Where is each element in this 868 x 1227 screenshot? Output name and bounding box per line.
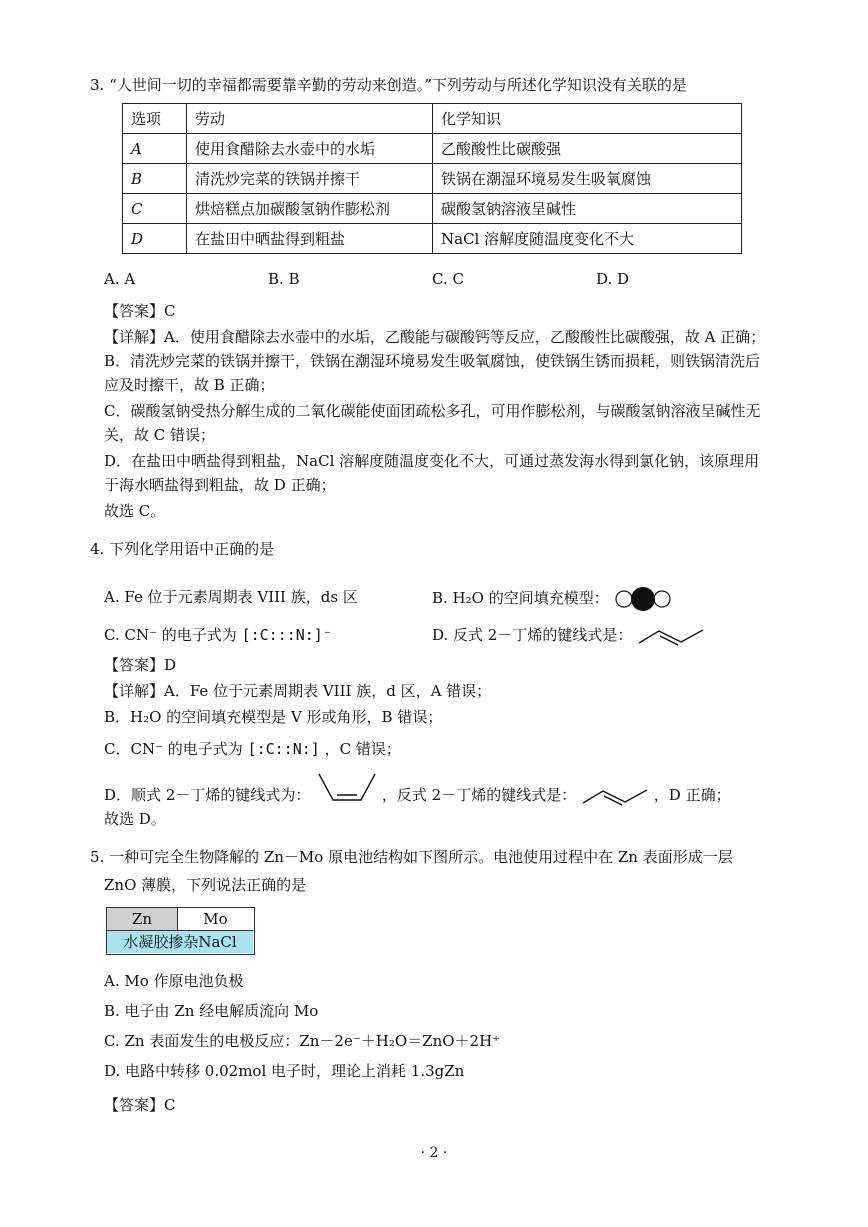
hydrogel-electrolyte: 水凝胶掺杂NaCl [107, 931, 253, 953]
table-header: 化学知识 [433, 104, 742, 134]
q4-conclusion: 故选 D。 [104, 810, 166, 828]
q4-explain-d-text: D．顺式 2－丁烯的键线式为： [104, 786, 311, 804]
q5-option-b[interactable]: B. 电子由 Zn 经电解质流向 Mo [104, 1002, 319, 1020]
water-spacefill-model-icon [614, 586, 672, 612]
page-number: · 2 · [420, 1145, 448, 1161]
q5-option-d[interactable]: D. 电路中转移 0.02mol 电子时，理论上消耗 1.3gZn [104, 1062, 465, 1080]
q4-answer: 【答案】D [104, 656, 177, 674]
q5-option-c[interactable]: C. Zn 表面发生的电极反应：Zn－2e⁻＋H₂O＝ZnO＋2H⁺ [104, 1032, 501, 1050]
q4-option-c-label: C. CN⁻ 的电子式为 [104, 626, 237, 644]
q5-stem-cont: ZnO 薄膜，下列说法正确的是 [104, 876, 307, 894]
table-header: 选项 [123, 104, 187, 134]
q4-explain-d-mid: ，反式 2－丁烯的键线式是： [381, 786, 577, 804]
q4-stem: 4. 下列化学用语中正确的是 [90, 540, 275, 558]
q4-explain-c-post: ，C 错误； [324, 740, 401, 758]
table-cell: 烘焙糕点加碳酸氢钠作膨松剂 [187, 194, 433, 224]
trans-2-butene-skeletal-icon [637, 625, 705, 647]
q3-explain-line: 【详解】A．使用食醋除去水壶中的水垢，乙酸能与碳酸钙等反应，乙酸酸性比碳酸强，故 A 正确； [104, 328, 766, 346]
table-cell: NaCl 溶解度随温度变化不大 [433, 224, 742, 254]
table-cell: 清洗炒完菜的铁锅并擦干 [187, 164, 433, 194]
q3-explain-line: B．清洗炒完菜的铁锅并擦干，铁锅在潮湿环境易发生吸氧腐蚀，使铁锅生锈而损耗，则铁锅清洗后 [104, 352, 761, 370]
table-row [123, 134, 742, 164]
mo-electrode: Mo [178, 908, 253, 930]
q5-answer: 【答案】C [104, 1096, 176, 1114]
q3-explain-line: C．碳酸氢钠受热分解生成的二氧化碳能使面团疏松多孔，可用作膨松剂，与碳酸氢钠溶液呈碱性无 [104, 402, 761, 420]
q4-option-d[interactable] [432, 624, 705, 647]
q4-explain-line [104, 784, 731, 807]
q3-stem: 3. “人世间一切的幸福都需要靠辛勤的劳动来创造。”下列劳动与所述化学知识没有关联的是 [90, 76, 687, 94]
electrode-divider [177, 908, 178, 930]
q3-table [122, 103, 742, 254]
table-row [123, 194, 742, 224]
electrolyte-divider [107, 930, 253, 931]
table-header-row [123, 104, 742, 134]
q4-option-c[interactable] [104, 624, 332, 646]
table-header: 劳动 [187, 104, 433, 134]
table-cell: B [123, 164, 187, 194]
q3-option-c[interactable]: C. C [432, 270, 464, 288]
q5-stem: 5. 一种可完全生物降解的 Zn－Mo 原电池结构如下图所示。电池使用过程中在 Zn 表面形成一层 [90, 848, 733, 866]
q4-explain-line: 【详解】A．Fe 位于元素周期表 VIII 族，d 区，A 错误； [104, 682, 492, 700]
q4-explain-line: B．H₂O 的空间填充模型是 V 形或角形，B 错误； [104, 708, 443, 726]
zn-electrode: Zn [107, 908, 177, 930]
table-cell: C [123, 194, 187, 224]
q4-option-b-label: B. H₂O 的空间填充模型： [432, 589, 609, 607]
q3-explain-line: 故选 C。 [104, 502, 166, 520]
q4-explain-line [104, 738, 401, 760]
table-cell: D [123, 224, 187, 254]
q4-option-a[interactable]: A. Fe 位于元素周期表 VIII 族，ds 区 [104, 588, 358, 606]
q3-option-a[interactable]: A. A [104, 270, 136, 288]
table-cell: 使用食醋除去水壶中的水垢 [187, 134, 433, 164]
table-cell: A [123, 134, 187, 164]
q4-option-d-label: D. 反式 2－丁烯的键线式是： [432, 626, 633, 644]
table-cell: 碳酸氢钠溶液呈碱性 [433, 194, 742, 224]
cis-2-butene-skeletal-icon [315, 772, 377, 806]
table-row [123, 164, 742, 194]
cn-electron-formula-small: [:C::N:] [247, 740, 320, 758]
q3-option-b[interactable]: B. B [268, 270, 300, 288]
table-cell: 在盐田中晒盐得到粗盐 [187, 224, 433, 254]
table-row [123, 224, 742, 254]
q4-explain-d-post: ，D 正确； [653, 786, 731, 804]
q3-answer: 【答案】C [104, 302, 176, 320]
battery-diagram-frame [106, 907, 255, 955]
q3-explain-line: 关，故 C 错误； [104, 426, 216, 444]
cn-electron-formula: [:C:::N:]⁻ [241, 626, 332, 644]
trans-2-butene-skeletal-icon [581, 785, 649, 807]
q3-explain-line: 于海水晒盐得到粗盐，故 D 正确； [104, 476, 336, 494]
q5-option-a[interactable]: A. Mo 作原电池负极 [104, 972, 244, 990]
q4-explain-c-text: C．CN⁻ 的电子式为 [104, 740, 243, 758]
table-cell: 乙酸酸性比碳酸强 [433, 134, 742, 164]
q3-explain-line: 应及时擦干，故 B 正确； [104, 376, 275, 394]
q3-explain-line: D．在盐田中晒盐得到粗盐，NaCl 溶解度随温度变化不大，可通过蒸发海水得到氯化钠，该原理用 [104, 452, 760, 470]
q4-option-b[interactable] [432, 586, 672, 612]
q3-option-d[interactable]: D. D [596, 270, 630, 288]
table-cell: 铁锅在潮湿环境易发生吸氧腐蚀 [433, 164, 742, 194]
